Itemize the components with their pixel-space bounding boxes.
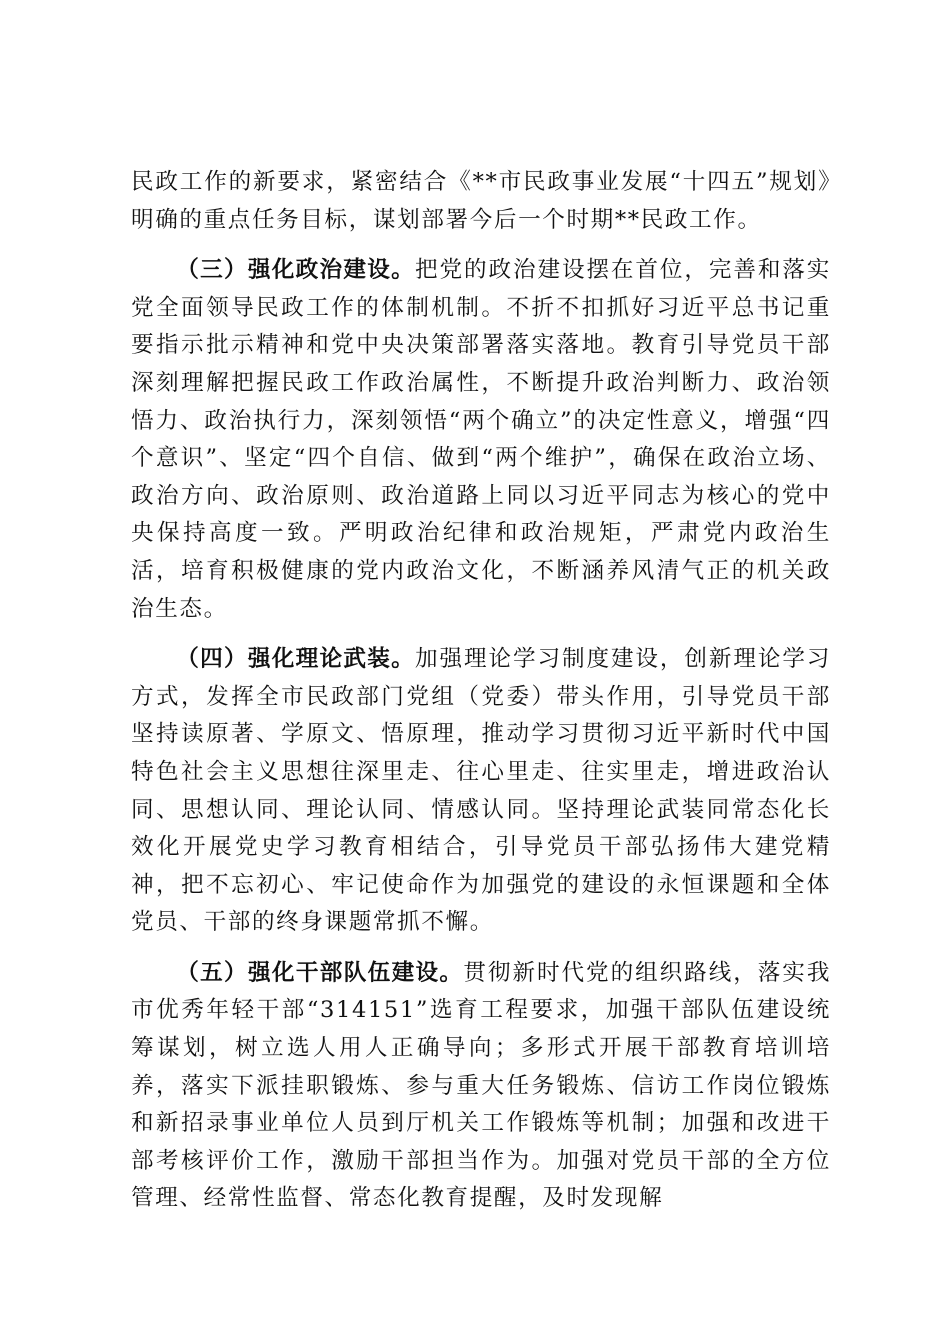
section-heading-4: （四）强化理论武装。 [176, 646, 416, 673]
paragraph-body: 贯彻新时代党的组织路线，落实我市优秀年轻干部“314151”选育工程要求，加强干部队伍建设统筹谋划，树立选人用人正确导向；多形式开展干部教育培训培养，落实下派挂职锻炼、参与重大任务锻炼、信访工作岗位锻炼和新招录事业单位人员到厅机关工作锻炼等机制；加强和改进干部考核评价工作，激励干部担当作为。加强对党员干部的全方位管理、经常性监督、常态化教育提醒，及时发现解 [131, 959, 832, 1212]
paragraph-cadre-team [131, 955, 831, 1218]
paragraph-continuation [131, 164, 831, 239]
paragraph-body: 民政工作的新要求，紧密结合《**市民政事业发展“十四五”规划》明确的重点任务目标，谋划部署今后一个时期**民政工作。 [131, 169, 831, 233]
paragraph-body: 加强理论学习制度建设，创新理论学习方式，发挥全市民政部门党组（党委）带头作用，引导党员干部坚持读原著、学原文、悟原理，推动学习贯彻习近平新时代中国特色社会主义思想往深里走、往心里走、往实里走，增进政治认同、思想认同、理论认同、情感认同。坚持理论武装同常态化长效化开展党史学习教育相结合，引导党员干部弘扬伟大建党精神，把不忘初心、牢记使命作为加强党的建设的永恒课题和全体党员、干部的终身课题常抓不懈。 [131, 646, 832, 936]
paragraph-political-building [131, 252, 831, 628]
document-page [131, 164, 831, 1218]
paragraph-body: 把党的政治建设摆在首位，完善和落实党全面领导民政工作的体制机制。不折不扣抓好习近平总书记重要指示批示精神和党中央决策部署落实落地。教育引导党员干部深刻理解把握民政工作政治属性，不断提升政治判断力、政治领悟力、政治执行力，深刻领悟“两个确立”的决定性意义，增强“四个意识”、坚定“四个自信、做到“两个维护”，确保在政治立场、政治方向、政治原则、政治道路上同以习近平同志为核心的党中央保持高度一致。严明政治纪律和政治规矩，严肃党内政治生活，培育积极健康的党内政治文化，不断涵养风清气正的机关政治生态。 [131, 257, 832, 622]
paragraph-theory-arming [131, 641, 831, 942]
section-heading-3: （三）强化政治建设。 [176, 257, 416, 284]
section-heading-5: （五）强化干部队伍建设。 [176, 959, 464, 986]
